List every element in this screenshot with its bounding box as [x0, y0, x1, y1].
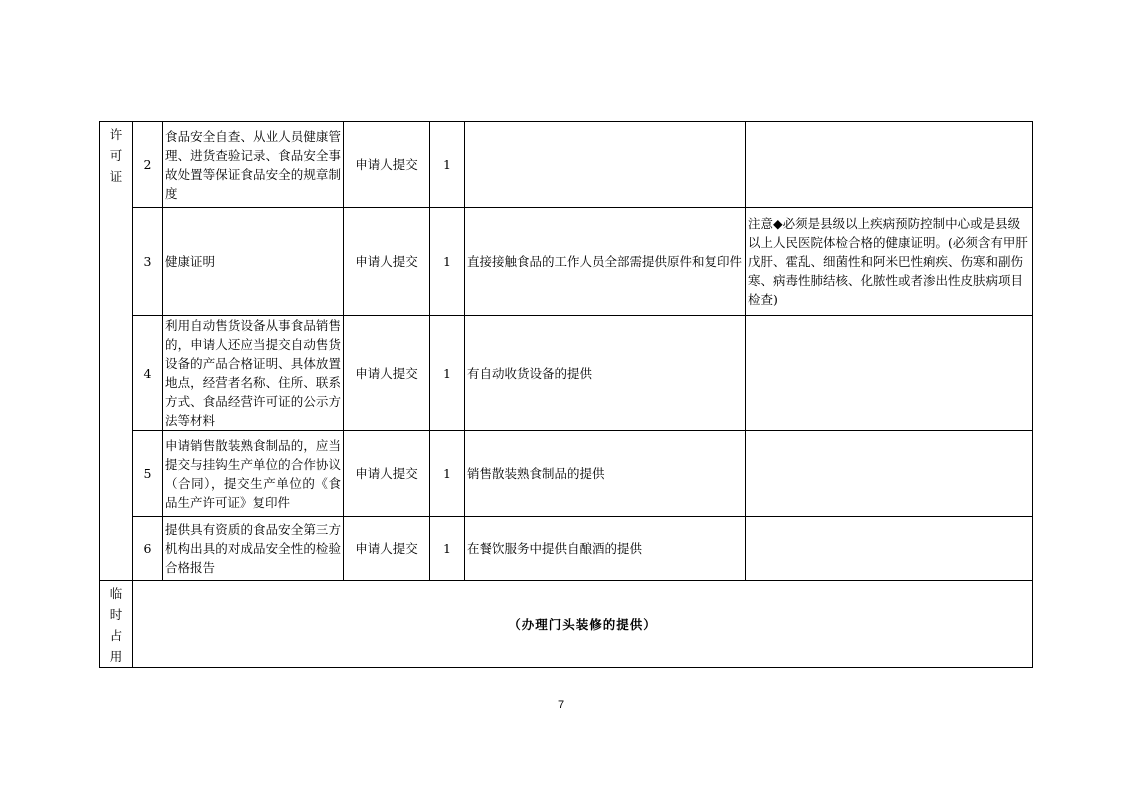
material-quantity: 1	[430, 431, 465, 517]
material-quantity: 1	[430, 122, 465, 208]
material-source: 申请人提交	[344, 431, 430, 517]
material-remark: 注意◆必须是县级以上疾病预防控制中心或是县级以上人民医院体检合格的健康证明。(必须含有甲肝戊肝、霍乱、细菌性和阿米巴性痢疾、伤寒和副伤寒、病毒性肺结核、化脓性或者渗出性皮肤病项目检查)	[746, 208, 1033, 316]
material-source: 申请人提交	[344, 122, 430, 208]
category-license-label: 许可证	[109, 127, 123, 184]
material-remark	[746, 517, 1033, 581]
page-number: 7	[557, 699, 565, 711]
row-number: 2	[133, 122, 163, 208]
material-remark	[746, 316, 1033, 431]
material-name: 利用自动售货设备从事食品销售的，申请人还应当提交自动售货设备的产品合格证明、具体放置地点，经营者名称、住所、联系方式、食品经营许可证的公示方法等材料	[163, 316, 344, 431]
category-cell	[100, 122, 133, 581]
material-name: 健康证明	[163, 208, 344, 316]
material-source: 申请人提交	[344, 208, 430, 316]
material-remark	[746, 431, 1033, 517]
row-number: 6	[133, 517, 163, 581]
material-quantity: 1	[430, 208, 465, 316]
material-quantity: 1	[430, 316, 465, 431]
material-note	[465, 122, 746, 208]
table-row	[100, 431, 1033, 517]
table-row-temp	[100, 581, 1033, 668]
row-number: 3	[133, 208, 163, 316]
material-name: 食品安全自查、从业人员健康管理、进货查验记录、食品安全事故处置等保证食品安全的规章制度	[163, 122, 344, 208]
category-temp-label: 临时占用	[109, 586, 123, 664]
material-note: 直接接触食品的工作人员全部需提供原件和复印件	[465, 208, 746, 316]
requirements-table	[99, 121, 1033, 668]
material-name: 申请销售散装熟食制品的，应当提交与挂钩生产单位的合作协议（合同），提交生产单位的《食品生产许可证》复印件	[163, 431, 344, 517]
table-row	[100, 122, 1033, 208]
row-number: 4	[133, 316, 163, 431]
material-note: 有自动收货设备的提供	[465, 316, 746, 431]
material-quantity: 1	[430, 517, 465, 581]
material-note: 在餐饮服务中提供自酿酒的提供	[465, 517, 746, 581]
table-row	[100, 316, 1033, 431]
category-cell	[100, 581, 133, 668]
row-number: 5	[133, 431, 163, 517]
material-note: 销售散装熟食制品的提供	[465, 431, 746, 517]
table-row	[100, 208, 1033, 316]
table-row	[100, 517, 1033, 581]
material-source: 申请人提交	[344, 316, 430, 431]
temp-occupy-note: （办理门头装修的提供）	[133, 581, 1033, 668]
material-source: 申请人提交	[344, 517, 430, 581]
material-remark	[746, 122, 1033, 208]
material-name: 提供具有资质的食品安全第三方机构出具的对成品安全性的检验合格报告	[163, 517, 344, 581]
